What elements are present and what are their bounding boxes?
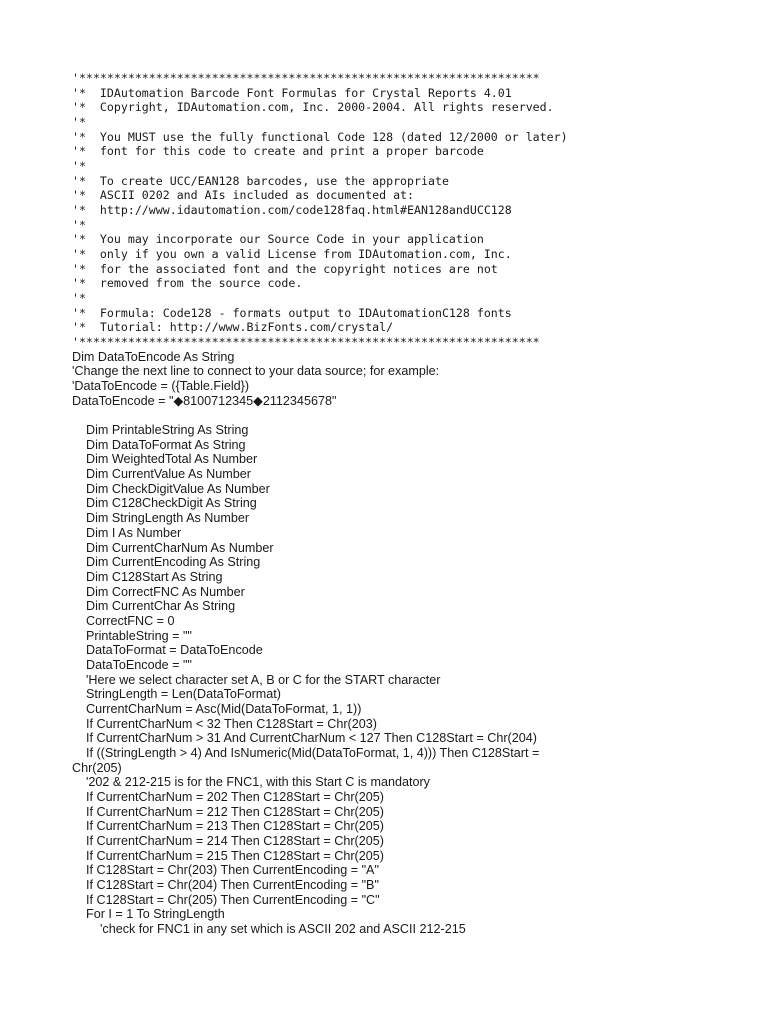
code-line: CorrectFNC = 0 (72, 613, 175, 628)
code-line: '****************************************************************** (72, 71, 540, 85)
code-line: If C128Start = Chr(203) Then CurrentEncoding = "A" (72, 863, 379, 878)
code-line: For I = 1 To StringLength (72, 907, 225, 922)
code-line: '* (72, 291, 86, 306)
code-line: If CurrentCharNum > 31 And CurrentCharNum < 127 Then C128Start = Chr(204) (72, 731, 537, 746)
code-line: '202 & 212-215 is for the FNC1, with this Start C is mandatory (72, 775, 430, 790)
code-line: '* http://www.idautomation.com/code128faq.html#EAN128andUCC128 (72, 203, 512, 218)
code-line: If CurrentCharNum = 202 Then C128Start = Chr(205) (72, 789, 384, 804)
code-line: Dim C128CheckDigit As String (72, 496, 257, 511)
code-line: '* for the associated font and the copyright notices are not (72, 261, 498, 276)
code-line: If CurrentCharNum = 213 Then C128Start = Chr(205) (72, 819, 384, 834)
code-line: Dim StringLength As Number (72, 511, 250, 526)
code-line: Dim I As Number (72, 525, 182, 540)
code-line: If C128Start = Chr(205) Then CurrentEncoding = "C" (72, 892, 380, 907)
code-line: DataToFormat = DataToEncode (72, 643, 263, 658)
code-line: Dim C128Start As String (72, 569, 223, 584)
code-line: If C128Start = Chr(204) Then CurrentEncoding = "B" (72, 877, 379, 892)
code-line: Dim CurrentChar As String (72, 599, 236, 614)
code-line: Dim DataToEncode As String (72, 349, 235, 364)
code-line: '* Tutorial: http://www.BizFonts.com/crystal/ (72, 320, 394, 335)
code-line: If CurrentCharNum < 32 Then C128Start = Chr(203) (72, 716, 377, 731)
code-line: '* IDAutomation Barcode Font Formulas for Crystal Reports 4.01 (72, 85, 512, 100)
code-line: Dim CurrentEncoding As String (72, 555, 261, 570)
code-line: If CurrentCharNum = 215 Then C128Start = Chr(205) (72, 848, 384, 863)
code-line: Dim CurrentCharNum As Number (72, 540, 274, 555)
code-line: 'DataToEncode = ({Table.Field}) (72, 379, 250, 394)
code-line: Dim CheckDigitValue As Number (72, 481, 270, 496)
code-line: '* font for this code to create and print a proper barcode (72, 144, 484, 159)
code-line: Dim WeightedTotal As Number (72, 452, 258, 467)
code-line: PrintableString = "" (72, 628, 192, 643)
code-line: '* You may incorporate our Source Code in your application (72, 232, 484, 247)
code-line: '****************************************************************** (72, 335, 540, 350)
code-line: Dim DataToFormat As String (72, 437, 246, 452)
code-line: '* ASCII 0202 and AIs included as documented at: (72, 188, 415, 203)
code-line: Chr(205) (72, 760, 122, 775)
code-line: Dim PrintableString As String (72, 423, 249, 438)
code-line: 'check for FNC1 in any set which is ASCII 202 and ASCII 212-215 (72, 921, 466, 936)
code-line: '* Formula: Code128 - formats output to IDAutomationC128 fonts (72, 305, 512, 320)
code-line: Dim CurrentValue As Number (72, 467, 251, 482)
code-line: '* (72, 115, 86, 130)
code-line: CurrentCharNum = Asc(Mid(DataToFormat, 1, 1)) (72, 701, 362, 716)
code-line: '* only if you own a valid License from IDAutomation.com, Inc. (72, 247, 512, 262)
code-line: If CurrentCharNum = 214 Then C128Start = Chr(205) (72, 833, 384, 848)
code-line: 'Here we select character set A, B or C for the START character (72, 672, 441, 687)
code-line: '* You MUST use the fully functional Code 128 (dated 12/2000 or later) (72, 129, 568, 144)
code-line: DataToEncode = "" (72, 657, 192, 672)
code-line: '* Copyright, IDAutomation.com, Inc. 2000-2004. All rights reserved. (72, 100, 554, 115)
code-line: DataToEncode = "◆8100712345◆2112345678" (72, 393, 337, 408)
code-line: If CurrentCharNum = 212 Then C128Start = Chr(205) (72, 804, 384, 819)
code-line: If ((StringLength > 4) And IsNumeric(Mid(DataToFormat, 1, 4))) Then C128Start = (72, 745, 540, 760)
code-line: '* (72, 159, 86, 174)
code-line (72, 408, 712, 423)
code-line: '* To create UCC/EAN128 barcodes, use the appropriate (72, 173, 449, 188)
code-listing (72, 71, 712, 937)
code-line: '* removed from the source code. (72, 276, 303, 291)
code-line: StringLength = Len(DataToFormat) (72, 687, 281, 702)
code-line: 'Change the next line to connect to your data source; for example: (72, 364, 440, 379)
code-line: Dim CorrectFNC As Number (72, 584, 245, 599)
code-line: '* (72, 217, 86, 232)
